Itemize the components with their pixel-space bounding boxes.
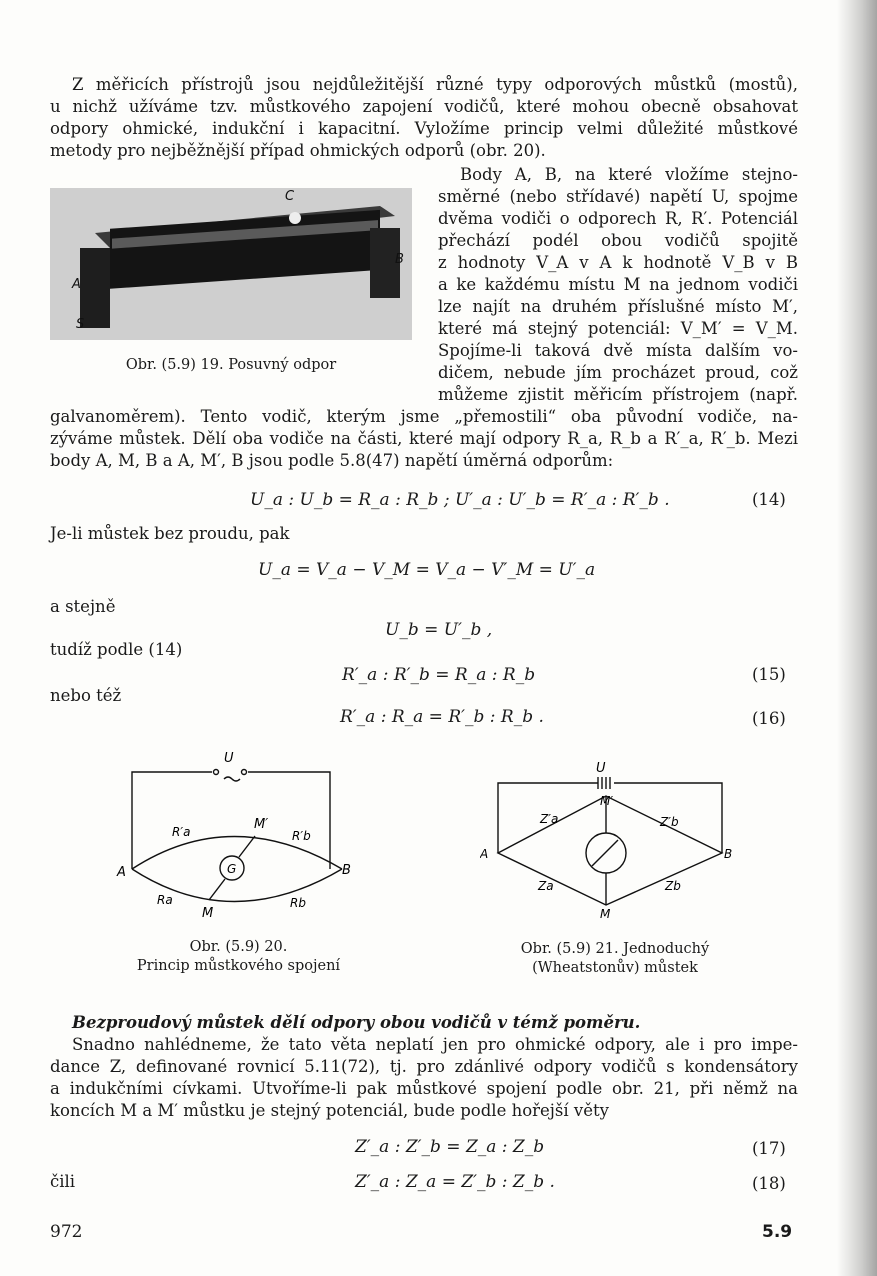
page-number: 972 (50, 1222, 83, 1242)
fig20-label-m: M (202, 906, 214, 921)
equation-17-number: (17) (752, 1139, 786, 1158)
figure-21-caption (480, 940, 750, 978)
paragraph2-line: můžeme zjistit měřicím přístrojem (např. (438, 385, 798, 404)
paragraph2-line: a ke každému místu M na jednom vodiči (438, 275, 798, 294)
paragraph2-line: dičem, nebude jím procházet proud, což (438, 363, 798, 382)
fig20-label-m-prime: M′ (254, 817, 269, 832)
paragraph3-line: dance Z, definované rovnicí 5.11(72), tj. pro zdánlivé odpory vodičů s kondensátory (50, 1057, 798, 1076)
paragraph2-line: z hodnoty V_A v A k hodnotě V_B v B (438, 253, 798, 272)
paragraph1-line: u nichž užíváme tzv. můstkového zapojení vodičů, které mohou obecně obsahovat (50, 97, 798, 116)
photo-caption: Obr. (5.9) 19. Posuvný odpor (125, 357, 337, 373)
paragraph1-line: odpory ohmické, indukční i kapacitní. Vyložíme princip velmi důležité můstkové (50, 119, 798, 138)
equation-14-number: (14) (752, 490, 786, 509)
figure-21-caption-line1: Obr. (5.9) 21. Jednoduchý (520, 941, 710, 957)
paragraph2-full-line: zýváme můstek. Dělí oba vodiče na části, které mají odpory R_a, R_b a R′_a, R′_b. Mezi (50, 429, 798, 448)
equation-15-number: (15) (752, 665, 786, 684)
equation-15: R′_a : R′_b = R_a : R_b (342, 665, 536, 685)
paragraph1-line: Z měřicích přístrojů jsou nejdůležitější různé typy odporových můstků (mostů), (72, 75, 798, 94)
paragraph2-line: přechází podél obou vodičů spojitě (438, 231, 798, 250)
figure-20-caption-line2: Princip můstkového spojení (136, 958, 341, 974)
photo-label-s: S (76, 317, 85, 332)
fig20-label-rb: Rb (290, 896, 306, 910)
text-nebo-tez: nebo též (50, 686, 122, 705)
photo-label-a: A (72, 277, 81, 292)
fig21-label-a: A (480, 847, 489, 861)
figure-20-caption-line1: Obr. (5.9) 20. (189, 939, 288, 955)
paragraph2-line: lze najít na druhém příslušné místo M′, (438, 297, 798, 316)
fig21-label-u: U (596, 761, 606, 776)
paragraph3-line: a indukčními cívkami. Utvoříme-li pak můstkové spojení podle obr. 21, při němž na (50, 1079, 798, 1098)
paragraph2-line: dvěma vodiči o odporech R, R′. Potenciál (438, 209, 798, 228)
fig21-label-za-prime: Z′a (540, 812, 559, 826)
text-je-li: Je-li můstek bez proudu, pak (50, 524, 290, 543)
page-edge-shadow (837, 0, 877, 1276)
fig21-label-m: M (600, 907, 611, 921)
fig21-label-za: Za (538, 879, 554, 893)
equation-16: R′_a : R_a = R′_b : R_b . (340, 707, 544, 727)
paragraph2-full-line: body A, M, B a A, M′, B jsou podle 5.8(47) napětí úměrná odporům: (50, 451, 614, 470)
paragraph2-line: směrné (nebo střídavé) napětí U, spojme (438, 187, 798, 206)
text-a-stejne: a stejně (50, 597, 116, 616)
paragraph2-full-line: galvanoměrem). Tento vodič, kterým jsme „přemostili“ oba původní vodiče, na- (50, 407, 798, 426)
paragraph3-line: Snadno nahlédneme, že tato věta neplatí jen pro ohmické odpory, ale i pro impe- (72, 1035, 798, 1054)
figure-20-caption (96, 938, 381, 976)
equation-14: U_a : U_b = R_a : R_b ; U′_a : U′_b = R′_a : R′_b . (250, 490, 670, 510)
paragraph2-line: Body A, B, na které vložíme stejno- (460, 165, 798, 184)
sliding-resistor-illustration (50, 188, 412, 340)
fig21-label-zb: Zb (665, 879, 681, 893)
paragraph3-line: koncích M a M′ můstku je stejný potenciál, bude podle hořejší věty (50, 1101, 609, 1120)
section-number: 5.9 (762, 1222, 793, 1242)
fig21-label-b: B (724, 847, 733, 861)
figure-20-bridge-diagram (112, 744, 362, 934)
bold-statement: Bezproudový můstek dělí odpory obou vodičů v témž poměru. (72, 1013, 641, 1032)
photo-sliding-resistor (50, 188, 412, 340)
text-cili: čili (50, 1172, 76, 1191)
equation-18: Z′_a : Z_a = Z′_b : Z_b . (355, 1172, 555, 1192)
photo-label-b: B (395, 252, 404, 267)
fig21-label-zb-prime: Z′b (660, 815, 679, 829)
fig20-label-b: B (342, 863, 351, 878)
fig20-label-a: A (117, 865, 126, 880)
fig21-label-m-prime: M′ (600, 794, 614, 808)
fig20-label-u: U (224, 751, 234, 766)
paragraph2-line: Spojíme-li taková dvě místa dalším vo- (438, 341, 798, 360)
photo-label-c: C (285, 189, 295, 204)
paragraph2-line: které má stejný potenciál: V_M′ = V_M. (438, 319, 798, 338)
fig20-label-rb-prime: R′b (292, 829, 311, 843)
equation-ub: U_b = U′_b , (385, 620, 493, 640)
fig20-label-ra: Ra (157, 893, 173, 907)
text-tudiz: tudíž podle (14) (50, 640, 183, 659)
equation-mid: U_a = V_a − V_M = V_a − V′_M = U′_a (258, 560, 596, 580)
fig20-label-g: G (227, 862, 237, 876)
equation-16-number: (16) (752, 709, 786, 728)
fig20-label-ra-prime: R′a (172, 825, 191, 839)
figure-21-wheatstone-diagram (480, 758, 750, 923)
equation-17: Z′_a : Z′_b = Z_a : Z_b (355, 1137, 545, 1157)
figure-21-caption-line2: (Wheatstonův) můstek (532, 960, 698, 976)
equation-18-number: (18) (752, 1174, 786, 1193)
paragraph1-line: metody pro nejběžnější případ ohmických odporů (obr. 20). (50, 141, 546, 160)
